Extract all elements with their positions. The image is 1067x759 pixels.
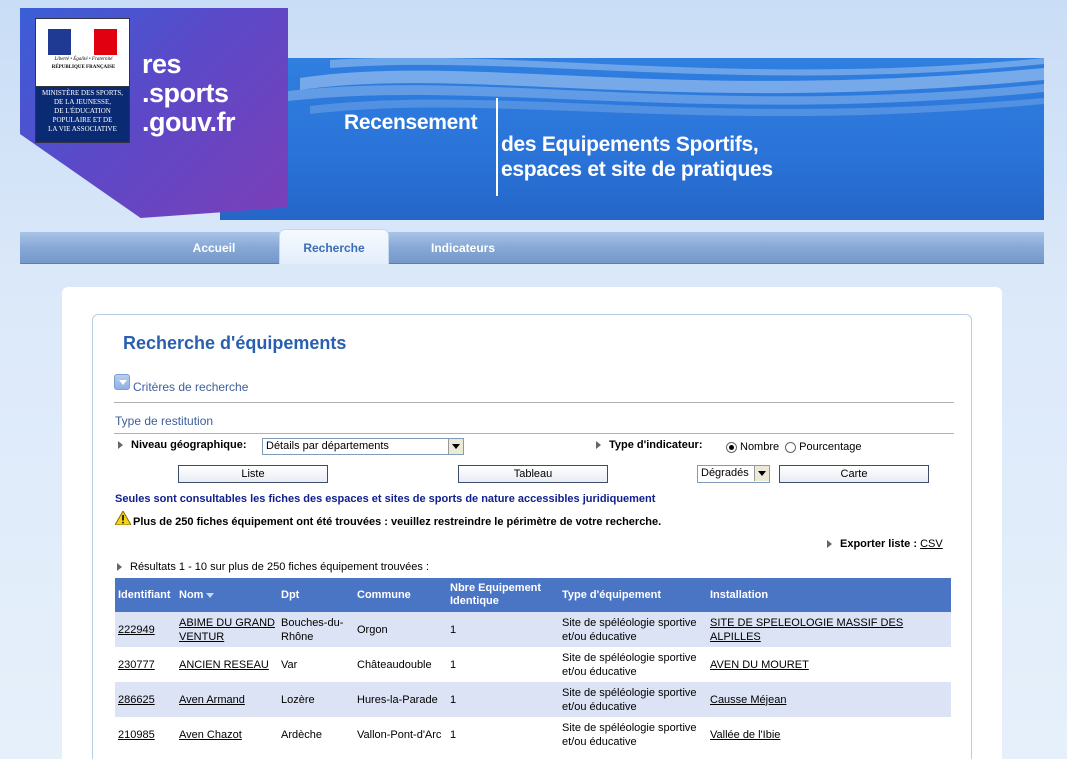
col-nbre[interactable]: Nbre Equipement Identique [447,578,559,612]
row-commune: Orgon [354,612,447,647]
criteria-label[interactable]: Critères de recherche [133,380,249,394]
row-nbre: 1 [447,612,559,647]
row-installation-link[interactable]: SITE DE SPELEOLOGIE MASSIF DES ALPILLES [710,616,904,643]
row-id-link[interactable]: 222949 [118,623,155,636]
row-id-link[interactable]: 210985 [118,728,155,741]
republique-label: RÉPUBLIQUE FRANÇAISE [51,65,116,70]
col-identifiant[interactable]: Identifiant [115,578,176,612]
divider [114,402,954,403]
chevron-down-icon[interactable] [448,439,463,454]
table-row [115,612,951,647]
row-installation-link[interactable]: Vallée de l'Ibie [710,728,781,741]
col-installation[interactable]: Installation [707,578,951,612]
radio-nombre[interactable] [726,442,737,453]
radio-pourcentage[interactable] [785,442,796,453]
chevron-down-icon[interactable] [754,466,769,481]
arrow-right-icon [117,563,122,571]
row-dpt: Ardèche [278,717,354,752]
table-row [115,717,951,752]
header-subtitle: des Equipements Sportifs, espaces et site de pratiques [501,133,773,181]
tableau-button[interactable]: Tableau [458,465,608,483]
liste-button[interactable]: Liste [178,465,328,483]
ministry-label: MINISTÈRE DES SPORTS, DE LA JEUNESSE, DE L'ÉDUCATION POPULAIRE ET DE LA VIE ASSOCIATIVE [35,86,130,143]
devise: Liberté • Égalité • Fraternité [54,57,113,62]
row-dpt: Bouches-du-Rhône [278,612,354,647]
radio-nombre-label: Nombre [740,441,780,453]
tab-accueil[interactable]: Accueil [192,241,236,255]
col-commune[interactable]: Commune [354,578,447,612]
header-divider [496,98,498,196]
niveau-geographique-select[interactable]: Détails par départements [262,438,464,455]
main-nav [20,232,1044,264]
row-nom-link[interactable]: ABIME DU GRAND VENTUR [179,616,275,643]
row-id-link[interactable]: 230777 [118,658,155,671]
page-title: Recherche d'équipements [123,333,347,353]
tab-indicateurs[interactable]: Indicateurs [430,241,496,255]
results-summary: Résultats 1 - 10 sur plus de 250 fiches équipement trouvées : [117,561,429,573]
criteria-toggle-icon[interactable] [114,374,130,390]
row-type: Site de spéléologie sportive et/ou éducative [559,647,707,682]
row-commune: Châteaudouble [354,647,447,682]
results-table [115,578,951,752]
row-installation-link[interactable]: Causse Méjean [710,693,787,706]
indicator-radio-group [726,441,862,453]
col-type[interactable]: Type d'équipement [559,578,707,612]
row-id-link[interactable]: 286625 [118,693,155,706]
table-row [115,647,951,682]
warning-icon [115,511,131,525]
export-row: Exporter liste : CSV [827,538,943,550]
access-notice: Seules sont consultables les fiches des espaces et sites de sports de nature accessibles juridiquement [115,493,656,505]
type-indicateur-label: Type d'indicateur: [596,439,702,451]
row-nom-link[interactable]: Aven Armand [179,693,245,706]
row-nbre: 1 [447,682,559,717]
header-recensement: Recensement [344,111,478,134]
table-row [115,682,951,717]
tricolor-flag-icon [48,29,117,55]
row-type: Site de spéléologie sportive et/ou éducative [559,717,707,752]
degrades-select[interactable]: Dégradés [697,465,770,483]
restitution-label: Type de restitution [115,414,214,428]
tab-recherche[interactable]: Recherche [279,229,389,264]
sort-down-icon [206,593,214,598]
carte-button[interactable]: Carte [779,465,929,483]
row-installation-link[interactable]: AVEN DU MOURET [710,658,809,671]
col-nom[interactable]: Nom [176,578,278,612]
row-nom-link[interactable]: ANCIEN RESEAU [179,658,269,671]
arrow-right-icon [827,540,832,548]
site-header [20,8,1044,220]
site-name[interactable]: res .sports .gouv.fr [142,49,235,137]
row-dpt: Var [278,647,354,682]
table-header-row [115,578,951,612]
row-nbre: 1 [447,647,559,682]
arrow-right-icon [596,441,601,449]
row-dpt: Lozère [278,682,354,717]
row-type: Site de spéléologie sportive et/ou éducative [559,612,707,647]
row-nom-link[interactable]: Aven Chazot [179,728,242,741]
niveau-geographique-label: Niveau géographique: [118,439,247,451]
row-commune: Hures-la-Parade [354,682,447,717]
divider [114,433,954,434]
col-dpt[interactable]: Dpt [278,578,354,612]
warning-message: Plus de 250 fiches équipement ont été trouvées : veuillez restreindre le périmètre de votre recherche. [133,516,662,528]
row-commune: Vallon-Pont-d'Arc [354,717,447,752]
row-type: Site de spéléologie sportive et/ou éducative [559,682,707,717]
row-nbre: 1 [447,717,559,752]
export-csv-link[interactable]: CSV [920,538,943,550]
radio-pourcentage-label: Pourcentage [799,441,862,453]
arrow-right-icon [118,441,123,449]
